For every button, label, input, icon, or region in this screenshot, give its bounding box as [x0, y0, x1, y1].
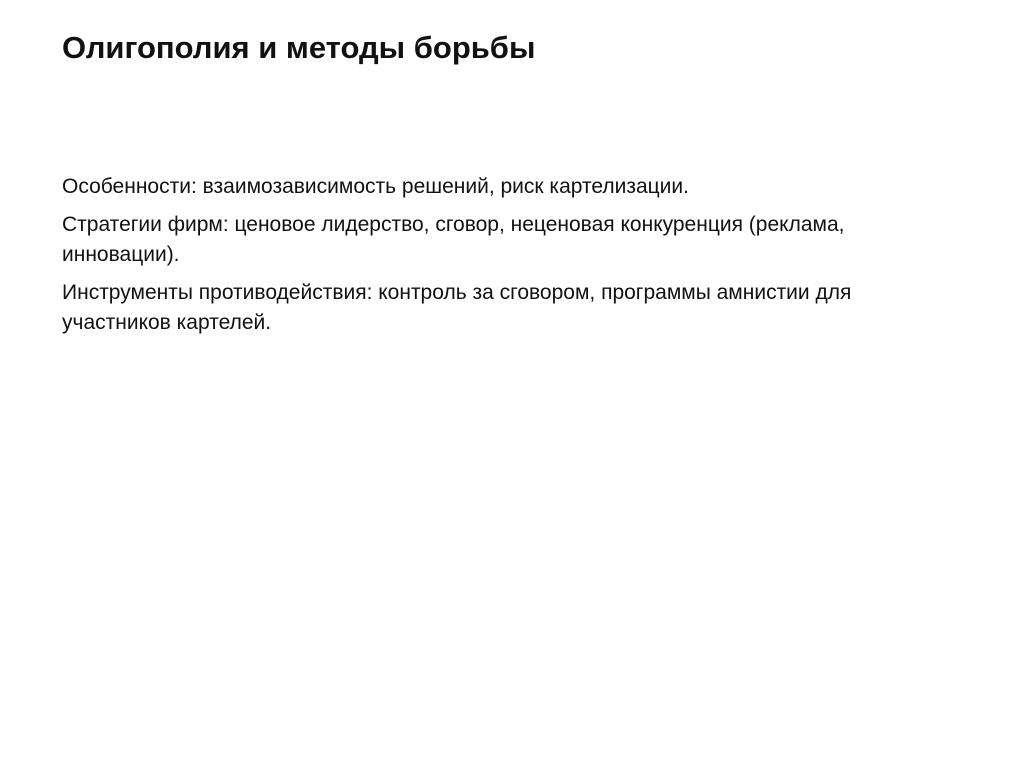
paragraph-countermeasures: Инструменты противодействия: контроль за сговором, программы амнистии для участников картелей.	[62, 281, 852, 334]
slide-title: Олигополия и методы борьбы	[62, 30, 536, 65]
slide-content	[62, 172, 962, 346]
paragraph-features: Особенности: взаимозависимость решений, риск картелизации.	[62, 175, 689, 198]
paragraph-firm-strategies: Стратегии фирм: ценовое лидерство, сговор, неценовая конкуренция (реклама, инновации).	[62, 213, 845, 266]
